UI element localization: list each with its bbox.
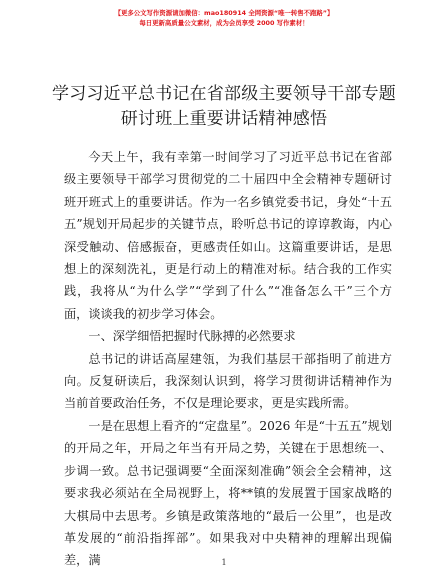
document-body — [64, 146, 392, 572]
promo-banner-line-1: 【更多公文写作资源请加微信：mao180914 全网资源“唯一转售不跑路”】 — [114, 9, 334, 17]
document-title-line-2: 研讨班上重要讲话精神感悟 — [120, 109, 328, 129]
promo-banner — [0, 8, 448, 28]
body-paragraph-3: 一是在思想上看齐的“定盘星”。2026 年是“十五五”规划的开局之年，开局之年当有开局之势，关键在于思想统一、步调一致。总书记强调要“全面深刻准确”领会全会精神，这要求我必须站在全局视野上，将**镇的发展置于国家战略的大棋局中去思考。乡镇是政策落地的“最后一公里”，也是改革发展的“前沿指挥部”。如果我对中央精神的理解出现偏差，满 — [64, 418, 392, 568]
body-paragraph-2: 总书记的讲话高屋建瓴，为我们基层干部指明了前进方向。反复研读后，我深刻认识到，将学习贯彻讲话精神作为当前首要政治任务，不仅是理论要求，更是实践所需。 — [64, 351, 392, 411]
body-paragraph-intro: 今天上午，我有幸第一时间学习了习近平总书记在省部级主要领导干部学习贯彻党的二十届四中全会精神专题研讨班开班式上的重要讲话。作为一名乡镇党委书记，身处“十五五”规划开局起步的关键节点，聆听总书记的谆谆教诲，内心深受触动、倍感振奋，更感责任如山。这篇重要讲话，是思想上的深刻洗礼，更是行动上的精准对标。结合我的工作实践，我将从“为什么学”“学到了什么”“准备怎么干”三个方面，谈谈我的初步学习体会。 — [64, 150, 392, 321]
promo-banner-line-2: 每日更新高质量公文素材，成为会员享受 2000 写作素材！ — [139, 19, 309, 27]
page-number: 1 — [221, 558, 227, 567]
section-heading-1: 一、深学细悟把握时代脉搏的必然要求 — [88, 329, 296, 344]
document-title — [0, 82, 448, 132]
document-title-line-1: 学习习近平总书记在省部级主要领导干部专题 — [52, 84, 396, 104]
